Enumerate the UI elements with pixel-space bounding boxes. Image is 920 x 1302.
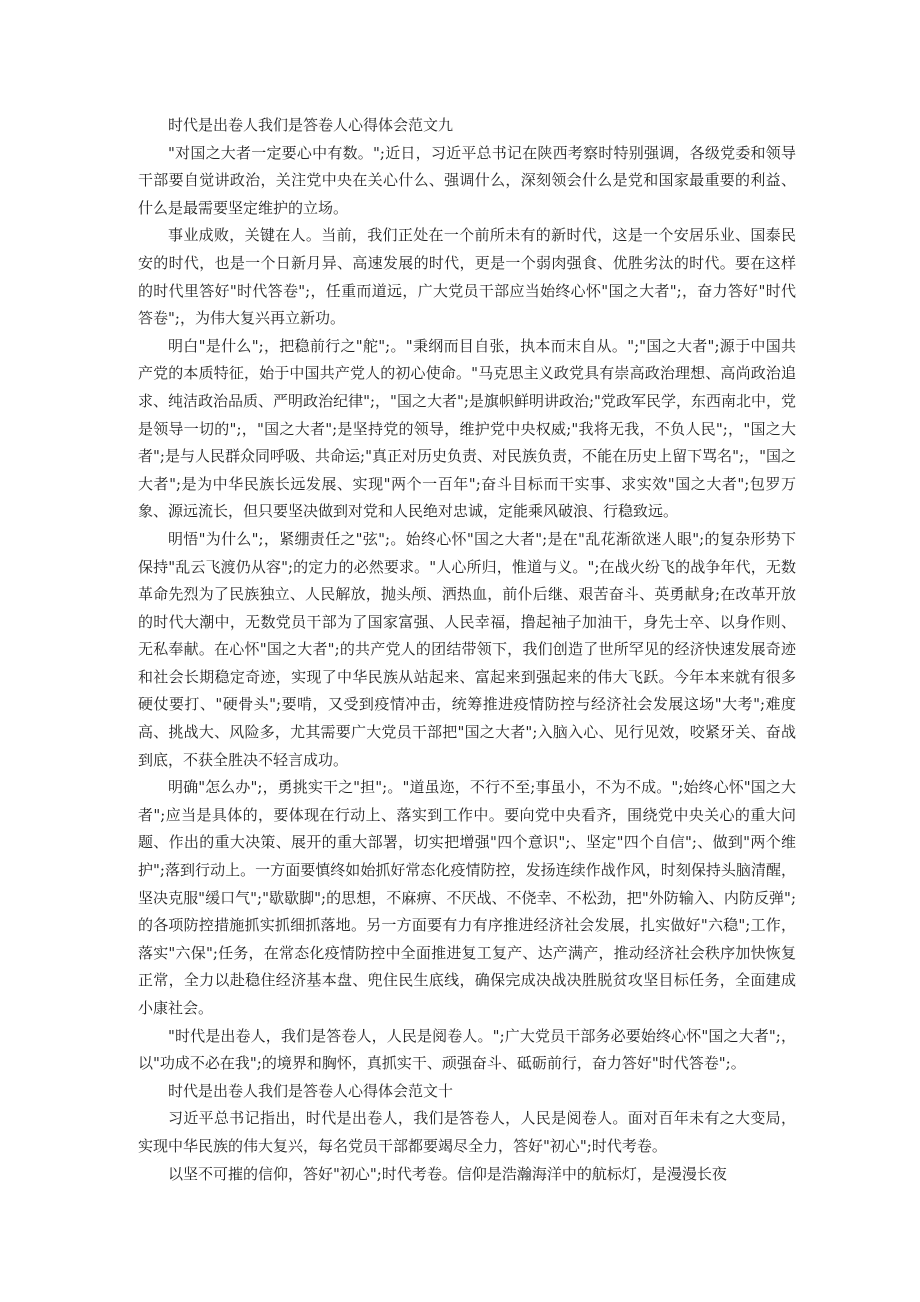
document-body xyxy=(138,112,796,1188)
paragraph: 明确"怎么办";，勇挑实干之"担";。"道虽迩，不行不至;事虽小，不为不成。";始终心怀"国之大者";应当是具体的，要体现在行动上、落实到工作中。要向党中央看齐，围绕党中央关心的重大问题、作出的重大决策、展开的重大部署，切实把增强"四个意识";、坚定"四个自信";、做到"两个维护";落到行动上。一方面要慎终如始抓好常态化疫情防控，发扬连续作战作风，时刻保持头脑清醒，坚决克服"缓口气";"歇歇脚";的思想，不麻痹、不厌战、不侥幸、不松劲，把"外防输入、内防反弹";的各项防控措施抓实抓细抓落地。另一方面要有力有序推进经济社会发展，扎实做好"六稳";工作，落实"六保";任务，在常态化疫情防控中全面推进复工复产、达产满产，推动经济社会秩序加快恢复正常，全力以赴稳住经济基本盘、兜住民生底线，确保完成决战决胜脱贫攻坚目标任务，全面建成小康社会。 xyxy=(138,778,796,1017)
paragraph: 以坚不可摧的信仰，答好"初心";时代考卷。信仰是浩瀚海洋中的航标灯，是漫漫长夜 xyxy=(168,1164,727,1183)
paragraph: 习近平总书记指出，时代是出卷人，我们是答卷人，人民是阅卷人。面对百年未有之大变局，实现中华民族的伟大复兴，每名党员干部都要竭尽全力，答好"初心";时代考卷。 xyxy=(138,1109,796,1155)
essay-ten-title: 时代是出卷人我们是答卷人心得体会范文十 xyxy=(168,1081,454,1100)
essay-nine-title: 时代是出卷人我们是答卷人心得体会范文九 xyxy=(168,116,454,134)
paragraph: 明白"是什么";，把稳前行之"舵";。"秉纲而目自张，执本而末自从。";"国之大者";源于中国共产党的本质特征，始于中国共产党人的初心使命。"马克思主义政党具有崇高政治理想、高尚政治追求、纯洁政治品质、严明政治纪律";，"国之大者";是旗帜鲜明讲政治;"党政军民学，东西南北中，党是领导一切的";，"国之大者";是坚持党的领导，维护党中央权威;"我将无我，不负人民";，"国之大者";是与人民群众同呼吸、共命运;"真正对历史负责、对民族负责，不能在历史上留下骂名";，"国之大者";是为中华民族长远发展、实现"两个一百年";奋斗目标而干实事、求实效"国之大者";包罗万象、源远流长，但只要坚决做到对党和人民绝对忠诚，定能乘风破浪、行稳致远。 xyxy=(138,336,796,521)
paragraph: 明悟"为什么";，紧绷责任之"弦";。始终心怀"国之大者";是在"乱花渐欲迷人眼";的复杂形势下保持"乱云飞渡仍从容";的定力的必然要求。"人心所归，惟道与义。";在战火纷飞的战争年代，无数革命先烈为了民族独立、人民解放，抛头颅、洒热血，前仆后继、艰苦奋斗、英勇献身;在改革开放的时代大潮中，无数党员干部为了国家富强、人民幸福，撸起袖子加油干，身先士卒、以身作则、无私奉献。在心怀"国之大者";的共产党人的团结带领下，我们创造了世所罕见的经济快速发展奇迹和社会长期稳定奇迹，实现了中华民族从站起来、富起来到强起来的伟大飞跃。今年本来就有很多硬仗要打、"硬骨头";要啃，又受到疫情冲击，统筹推进疫情防控与经济社会发展这场"大考";难度高、挑战大、风险多，尤其需要广大党员干部把"国之大者";入脑入心、见行见效，咬紧牙关、奋战到底，不获全胜决不轻言成功。 xyxy=(138,529,796,769)
paragraph: "时代是出卷人，我们是答卷人，人民是阅卷人。";广大党员干部务必要始终心怀"国之大者";，以"功成不必在我";的境界和胸怀，真抓实干、顽强奋斗、砥砺前行，奋力答好"时代答卷";。 xyxy=(138,1026,796,1073)
paragraph: "对国之大者一定要心中有数。";近日，习近平总书记在陕西考察时特别强调，各级党委和领导干部要自觉讲政治，关注党中央在关心什么、强调什么，深刻领会什么是党和国家最重要的利益、什么是最需要坚定维护的立场。 xyxy=(138,143,796,217)
paragraph: 事业成败，关键在人。当前，我们正处在一个前所未有的新时代，这是一个安居乐业、国泰民安的时代，也是一个日新月异、高速发展的时代，更是一个弱肉强食、优胜劣汰的时代。要在这样的时代里答好"时代答卷";，任重而道远，广大党员干部应当始终心怀"国之大者";，奋力答好"时代答卷";，为伟大复兴再立新功。 xyxy=(138,226,796,328)
